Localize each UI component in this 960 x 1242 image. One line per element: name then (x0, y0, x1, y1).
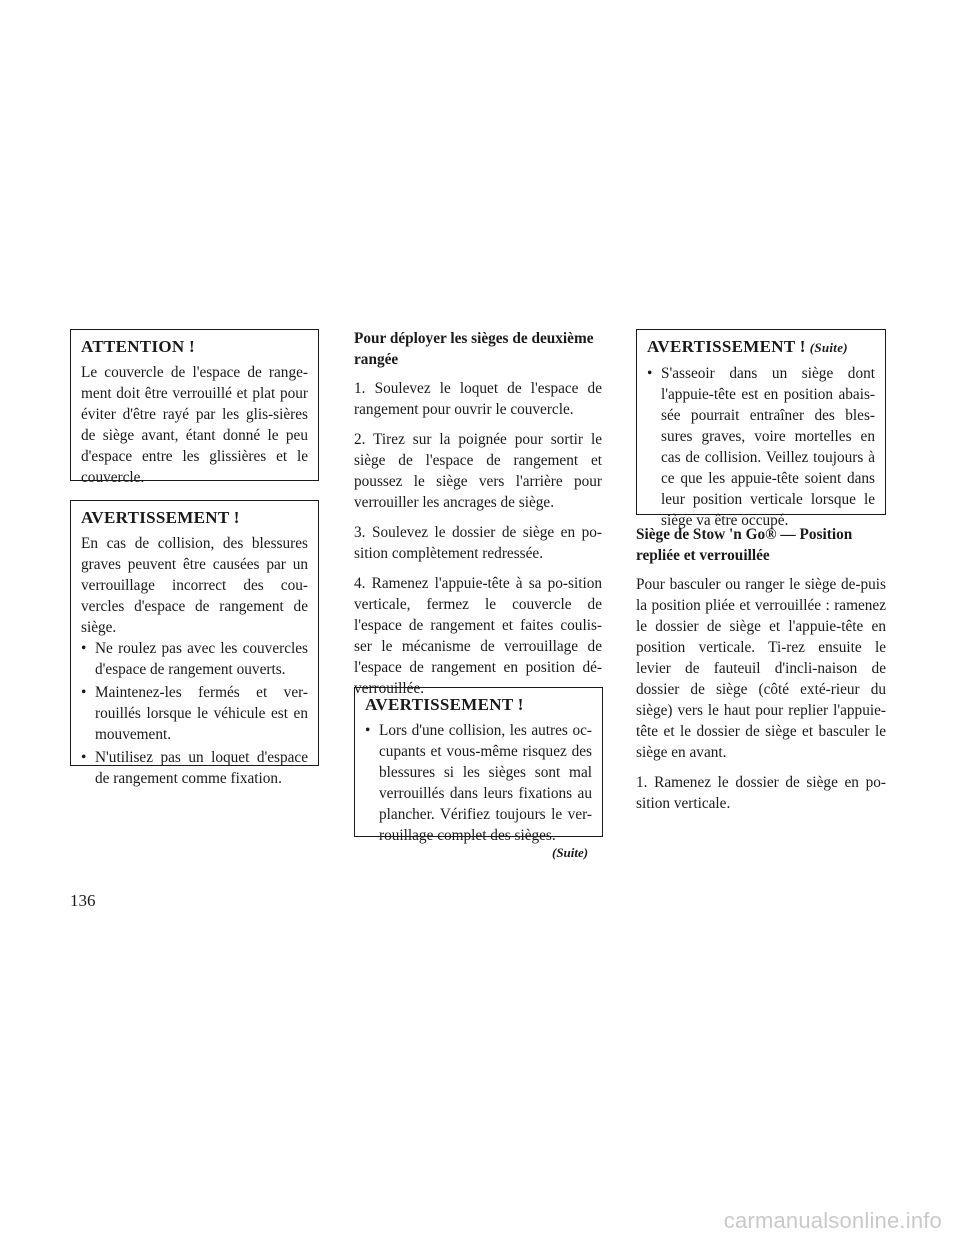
warning-box-left (70, 500, 319, 787)
section-heading-deploy: Pour déployer les sièges de deuxième rangée (354, 330, 594, 368)
step-4: 4. Ramenez l'appuie-tête à sa po-sition verticale, fermez le couvercle de l'espace de rangement et faites coulis-ser le mécanisme de verrouillage de l'espace de rangement en position dé-verrouillée. (354, 575, 602, 697)
list-item: • N'utilisez pas un loquet d'espace de rangement comme fixation. (81, 747, 308, 789)
warning-title-right-text: AVERTISSEMENT ! (647, 337, 806, 356)
attention-box (70, 329, 319, 486)
section-heading-stow: Siège de Stow 'n Go® — Position repliée et verrouillée (636, 526, 853, 564)
list-item: • Lors d'une collision, les autres oc-cupants et vous-même risquez des blessures si les sièges sont mal verrouillés dans leurs fixations au plancher. Vérifiez toujours le ver-rouillage complet des sièges. (365, 720, 592, 846)
list-item: • Ne roulez pas avec les couvercles d'espace de rangement ouverts. (81, 638, 308, 680)
warning-title-middle: AVERTISSEMENT ! (365, 695, 524, 714)
warning-text-left: En cas de collision, des blessures graves peuvent être causées par un verrouillage incorrect des cou-vercles d'espace de rangement de siège. (81, 535, 308, 636)
attention-title: ATTENTION ! (81, 337, 195, 356)
step-2: 2. Tirez sur la poignée pour sortir le siège de l'espace de rangement et poussez le siège vers l'arrière pour verrouiller les ancrages de siège. (354, 431, 602, 511)
list-item: • S'asseoir dans un siège dont l'appuie-tête est en position abais-sée pourrait entraîner des bles-sures graves, voire mortelles en cas de collision. Veillez toujours à ce que les appuie-tête soient dans leur position verticale lorsque le siège va être occupé. (647, 363, 875, 531)
warning-box-right (636, 329, 886, 529)
right-column (636, 524, 886, 823)
continued-label: (Suite) (552, 845, 589, 860)
middle-column (354, 328, 602, 708)
watermark: carmanualsonline.info (723, 1208, 942, 1233)
warning-bullets-middle (365, 720, 592, 846)
warning-bullets-right (647, 363, 875, 531)
warning-box-middle (354, 687, 603, 844)
step-1: 1. Soulevez le loquet de l'espace de rangement pour ouvrir le couvercle. (354, 380, 602, 418)
stow-step-1: 1. Ramenez le dossier de siège en po-sition verticale. (636, 774, 886, 812)
page-number: 136 (70, 891, 96, 910)
warning-title-right-suite: (Suite) (809, 340, 848, 355)
stow-paragraph: Pour basculer ou ranger le siège de-puis la position pliée et verrouillée : ramenez le dossier de siège et l'appuie-tête en position verticale. Ti-rez ensuite le levier de fauteuil d'incli-naison de dossier de siège (côté exté-rieur du siège) vers le haut pour replier l'appuie-tête et le dossier de siège et basculer le siège en avant. (636, 576, 886, 761)
step-3: 3. Soulevez le dossier de siège en po-sition complètement redressée. (354, 524, 602, 562)
warning-title-right (647, 336, 875, 359)
list-item: • Maintenez-les fermés et ver-rouillés lorsque le véhicule est en mouvement. (81, 682, 308, 745)
attention-text: Le couvercle de l'espace de range-ment doit être verrouillé et plat pour éviter d'être rayé par les glis-sières de siège avant, étant donné le peu d'espace entre les glissières et le couvercle. (81, 364, 308, 486)
warning-bullets-left (81, 638, 308, 789)
warning-title-left: AVERTISSEMENT ! (81, 508, 240, 527)
